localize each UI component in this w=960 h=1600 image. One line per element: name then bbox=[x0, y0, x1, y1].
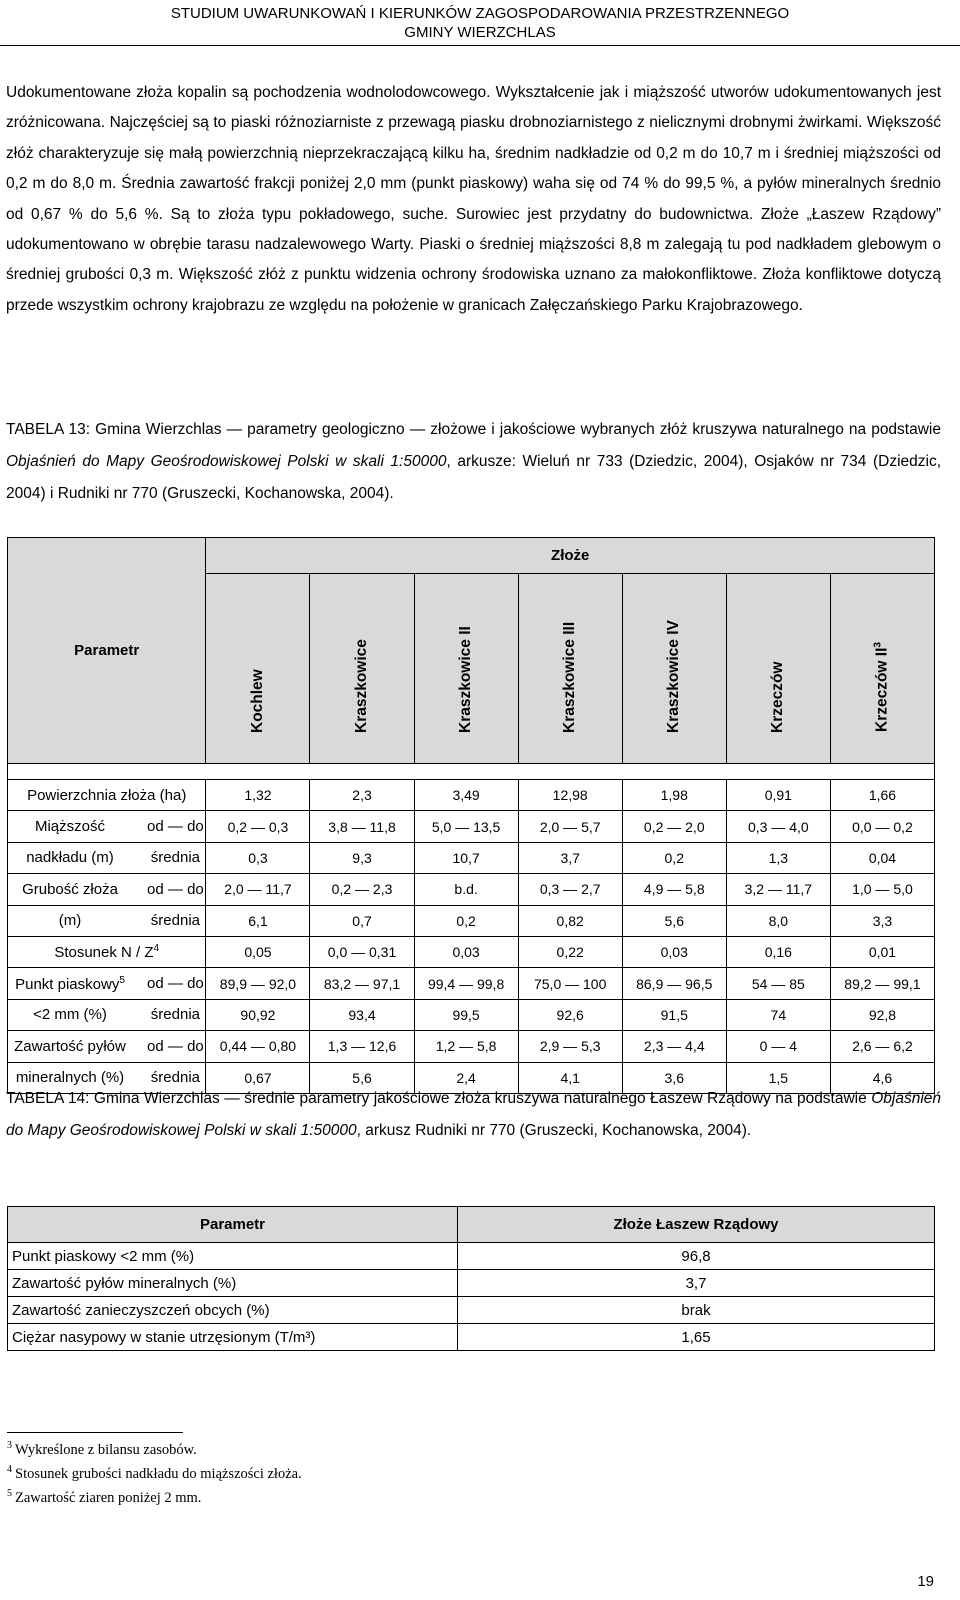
cell: 0,3 — 2,7 bbox=[518, 874, 622, 905]
cell: 3,49 bbox=[414, 780, 518, 811]
cell: 2,0 — 11,7 bbox=[206, 874, 310, 905]
header-gap bbox=[8, 764, 935, 780]
table-14 bbox=[7, 1206, 935, 1351]
cell: 4,6 bbox=[830, 1062, 934, 1093]
table-row bbox=[8, 1243, 935, 1270]
cell: 1,3 bbox=[726, 842, 830, 873]
cell: 1,66 bbox=[830, 780, 934, 811]
cell: 2,3 — 4,4 bbox=[622, 1031, 726, 1062]
header-line-2: GMINY WIERZCHLAS bbox=[404, 24, 556, 41]
cell: 1,32 bbox=[206, 780, 310, 811]
table-row bbox=[8, 905, 935, 936]
row-label: <2 mm (%) średnia bbox=[8, 999, 206, 1030]
cell: 0,03 bbox=[622, 936, 726, 967]
row-label: Grubość złoża od — do bbox=[8, 874, 206, 905]
cell: 83,2 — 97,1 bbox=[310, 968, 414, 999]
table-row bbox=[8, 936, 935, 967]
cell: 75,0 — 100 bbox=[518, 968, 622, 999]
cell: 93,4 bbox=[310, 999, 414, 1030]
param-cell: Punkt piaskowy <2 mm (%) bbox=[8, 1243, 458, 1270]
footnote: $^5$ Zawartość ziaren poniżej 2 mm. bbox=[7, 1488, 202, 1506]
table-13 bbox=[7, 537, 935, 1094]
cell: 0,67 bbox=[206, 1062, 310, 1093]
cell: 91,5 bbox=[622, 999, 726, 1030]
cell: 89,2 — 99,1 bbox=[830, 968, 934, 999]
cell: 4,1 bbox=[518, 1062, 622, 1093]
table-row bbox=[8, 968, 935, 999]
cell: 2,3 bbox=[310, 780, 414, 811]
deposit-header: Złoże Łaszew Rządowy bbox=[458, 1207, 935, 1243]
cell: 0,82 bbox=[518, 905, 622, 936]
cell: 1,98 bbox=[622, 780, 726, 811]
cell: 4,9 — 5,8 bbox=[622, 874, 726, 905]
cell: 0,2 — 2,3 bbox=[310, 874, 414, 905]
cell: 74 bbox=[726, 999, 830, 1030]
cell: 0,2 — 2,0 bbox=[622, 811, 726, 842]
row-label: Zawartość pyłów od — do bbox=[8, 1031, 206, 1062]
cell: 92,8 bbox=[830, 999, 934, 1030]
param-cell: Zawartość pyłów mineralnych (%) bbox=[8, 1270, 458, 1297]
cell: 3,2 — 11,7 bbox=[726, 874, 830, 905]
cell: 12,98 bbox=[518, 780, 622, 811]
footnote-rule bbox=[7, 1432, 183, 1433]
cell: 10,7 bbox=[414, 842, 518, 873]
cell: b.d. bbox=[414, 874, 518, 905]
table-row bbox=[8, 811, 935, 842]
cell: 99,4 — 99,8 bbox=[414, 968, 518, 999]
param-cell: Zawartość zanieczyszczeń obcych (%) bbox=[8, 1297, 458, 1324]
cell: 90,92 bbox=[206, 999, 310, 1030]
table13-caption: TABELA 13: Gmina Wierzchlas — parametry geologiczno — złożowe i jakościowe wybranych złóż kruszywa naturalnego na podstawie Objaśnień do Mapy Geośrodowiskowej Polski w skali 1:50000, arkusze: Wieluń nr 733 (Dziedzic, 2004), Osjaków nr 734 (Dziedzic, 2004) i Rudniki nr 770 (Gruszecki, Kochanowska, 2004). bbox=[6, 421, 941, 502]
table-row bbox=[8, 1324, 935, 1351]
row-label: (m) średnia bbox=[8, 905, 206, 936]
cell: 54 — 85 bbox=[726, 968, 830, 999]
cell: 9,3 bbox=[310, 842, 414, 873]
cell: 0,0 — 0,31 bbox=[310, 936, 414, 967]
cell: 2,4 bbox=[414, 1062, 518, 1093]
body-paragraph: Udokumentowane złoża kopalin są pochodzenia wodnolodowcowego. Wykształcenie jak i miąższość utworów udokumentowanych jest zróżnicowana. Najczęściej są to piaski różnoziarniste z przewagą piasku drobnoziarnistego z nielicznymi drobnymi żwirkami. Większość złóż charakteryzuje się małą powierzchnią nieprzekraczającą kilku ha, średnim nadkładzie od 0,2 m do 10,7 m i średniej miąższości od 0,2 m do 8,0 m. Średnia zawartość frakcji poniżej 2,0 mm (punkt piaskowy) waha się od 74 % do 99,5 %, a pyłów mineralnych średnio od 0,67 % do 5,6 %. Są to złoża typu pokładowego, suche. Surowiec jest przydatny do budownictwa. Złoże „Łaszew Rządowy” udokumentowano w obrębie tarasu nadzalewowego Warty. Piaski o średniej miąższości 8,8 m zalegają tu pod nadkładem glebowym o średniej grubości 0,3 m. Większość złóż z punktu widzenia ochrony środowiska uznano za małokonfliktowe. Złoża konfliktowe dotyczą przede wszystkim ochrony krajobrazu ze względu na położenie w granicach Załęczańskiego Parku Krajobrazowego. bbox=[6, 84, 941, 314]
cell: 99,5 bbox=[414, 999, 518, 1030]
cell: 3,7 bbox=[518, 842, 622, 873]
cell: 0,03 bbox=[414, 936, 518, 967]
cell: 0,0 — 0,2 bbox=[830, 811, 934, 842]
cell: 0,7 bbox=[310, 905, 414, 936]
footnotes bbox=[7, 1436, 302, 1508]
cell: 1,3 — 12,6 bbox=[310, 1031, 414, 1062]
header-rule bbox=[0, 45, 960, 46]
deposit-header: Kochlew bbox=[206, 574, 310, 764]
cell: 0,22 bbox=[518, 936, 622, 967]
cell: 0,3 — 4,0 bbox=[726, 811, 830, 842]
cell: 0,05 bbox=[206, 936, 310, 967]
cell: 1,5 bbox=[726, 1062, 830, 1093]
cell: 0,44 — 0,80 bbox=[206, 1031, 310, 1062]
row-label: Stosunek N / $Z^4$ bbox=[8, 936, 206, 967]
cell: 8,0 bbox=[726, 905, 830, 936]
cell: 5,6 bbox=[622, 905, 726, 936]
page-number: 19 bbox=[917, 1573, 934, 1590]
footnote: $^4$ Stosunek grubości nadkładu do miąższości złoża. bbox=[7, 1464, 302, 1482]
cell: 5,0 — 13,5 bbox=[414, 811, 518, 842]
cell: 1,2 — 5,8 bbox=[414, 1031, 518, 1062]
table-row bbox=[8, 1031, 935, 1062]
cell: 89,9 — 92,0 bbox=[206, 968, 310, 999]
row-label: nadkładu (m) średnia bbox=[8, 842, 206, 873]
param-header: Parametr bbox=[8, 538, 206, 764]
running-header bbox=[0, 4, 960, 42]
cell: 0 — 4 bbox=[726, 1031, 830, 1062]
row-label: Powierzchnia złoża (ha) bbox=[8, 780, 206, 811]
deposit-header: Kraszkowice IV bbox=[622, 574, 726, 764]
value-cell: 96,8 bbox=[458, 1243, 935, 1270]
cell: 0,2 bbox=[622, 842, 726, 873]
cell: 0,04 bbox=[830, 842, 934, 873]
cell: 3,3 bbox=[830, 905, 934, 936]
row-label: Miąższość od — do bbox=[8, 811, 206, 842]
cell: 86,9 — 96,5 bbox=[622, 968, 726, 999]
value-cell: 3,7 bbox=[458, 1270, 935, 1297]
header-line-1: STUDIUM UWARUNKOWAŃ I KIERUNKÓW ZAGOSPODAROWANIA PRZESTRZENNEGO bbox=[170, 5, 790, 22]
param-header: Parametr bbox=[8, 1207, 458, 1243]
table-row bbox=[8, 874, 935, 905]
cell: 0,91 bbox=[726, 780, 830, 811]
cell: 92,6 bbox=[518, 999, 622, 1030]
cell: 0,3 bbox=[206, 842, 310, 873]
cell: 2,9 — 5,3 bbox=[518, 1031, 622, 1062]
row-label: Punkt piaskowy$^5$ od — do bbox=[8, 968, 206, 999]
value-cell: 1,65 bbox=[458, 1324, 935, 1351]
deposit-header: Krzeczów bbox=[726, 574, 830, 764]
cell: 5,6 bbox=[310, 1062, 414, 1093]
table14-caption: TABELA 14: Gmina Wierzchlas — średnie parametry jakościowe złoża kruszywa naturalnego Łaszew Rządowy na podstawie Objaśnień do Mapy Geośrodowiskowej Polski w skali 1:50000, arkusz Rudniki nr 770 (Gruszecki, Kochanowska, 2004). bbox=[6, 1090, 941, 1139]
cell: 2,0 — 5,7 bbox=[518, 811, 622, 842]
table-row bbox=[8, 1270, 935, 1297]
table-row bbox=[8, 842, 935, 873]
cell: 1,0 — 5,0 bbox=[830, 874, 934, 905]
table-row bbox=[8, 999, 935, 1030]
table-row bbox=[8, 780, 935, 811]
row-label: mineralnych (%) średnia bbox=[8, 1062, 206, 1093]
cell: 3,8 — 11,8 bbox=[310, 811, 414, 842]
cell: 0,2 — 0,3 bbox=[206, 811, 310, 842]
deposit-header: Kraszkowice III bbox=[518, 574, 622, 764]
param-cell: Ciężar nasypowy w stanie utrzęsionym (T/m³) bbox=[8, 1324, 458, 1351]
deposit-header: Kraszkowice bbox=[310, 574, 414, 764]
cell: 0,2 bbox=[414, 905, 518, 936]
cell: 2,6 — 6,2 bbox=[830, 1031, 934, 1062]
deposit-group-header: Złoże bbox=[206, 538, 935, 574]
cell: 3,6 bbox=[622, 1062, 726, 1093]
cell: 0,16 bbox=[726, 936, 830, 967]
deposit-header: Krzeczów $II^3$ bbox=[830, 574, 934, 764]
deposit-header: Kraszkowice II bbox=[414, 574, 518, 764]
footnote: $^3$ Wykreślone z bilansu zasobów. bbox=[7, 1440, 197, 1458]
table-row bbox=[8, 1297, 935, 1324]
cell: 6,1 bbox=[206, 905, 310, 936]
value-cell: brak bbox=[458, 1297, 935, 1324]
cell: 0,01 bbox=[830, 936, 934, 967]
